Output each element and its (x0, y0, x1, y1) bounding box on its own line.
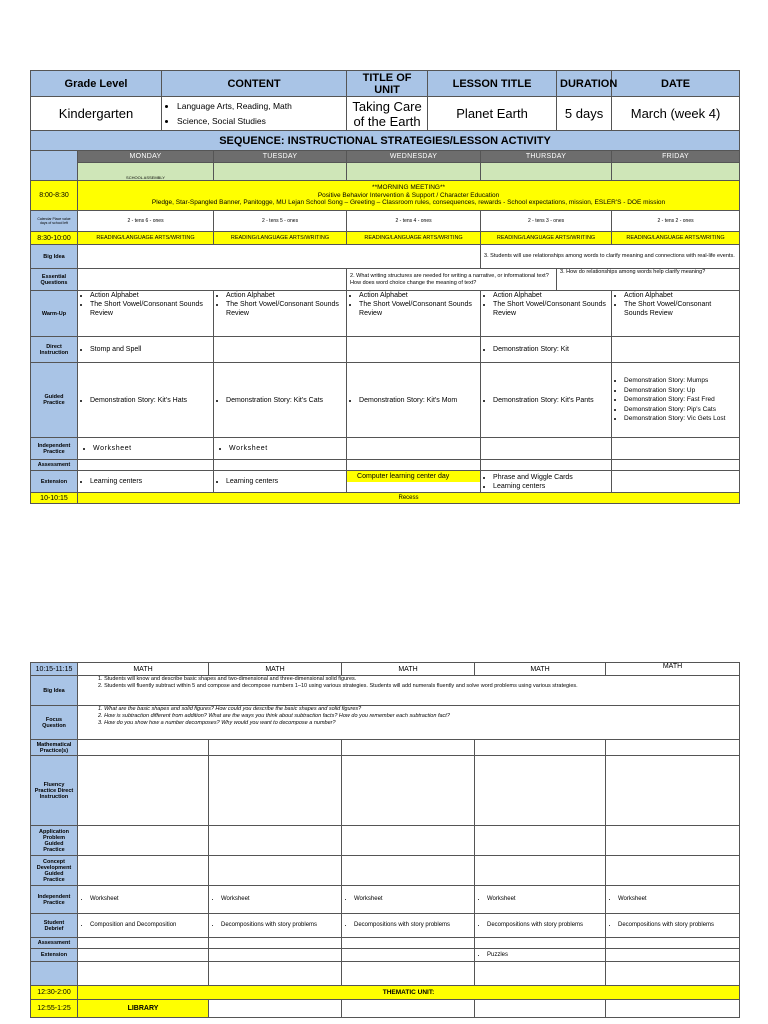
morning-meeting (78, 181, 740, 211)
math-big-idea: 1. Students will know and describe basic shapes and two-dimensional and three-dimensional solid figures. 2. Students will fluently subtract within 5 and compose and decompose numbers 1–10 using various strategies. Students will add numerals fluently and solve word problems using various strategies. (78, 676, 740, 706)
day-header: FRIDAY (612, 151, 740, 163)
student-debrief-label: Student Debrief (31, 914, 78, 938)
unit-title-value: Taking Care of the Earth (347, 97, 428, 131)
direct-instruction-cell: • Stomp and Spell (78, 337, 214, 363)
debrief-cell: • Decompositions with story problems (475, 914, 606, 938)
calendar-cell: 2 - tens 2 - ones (612, 211, 740, 232)
math-time: 10:15-11:15 (31, 663, 78, 676)
guided-practice-cell: • Demonstration Story: Kit's Mom (347, 363, 481, 438)
rla-label: READING/LANGUAGE ARTS/WRITING (214, 232, 347, 245)
debrief-cell: • Decompositions with story problems (209, 914, 342, 938)
math-extension-cell: • Puzzles (475, 949, 606, 962)
calendar-cell: 2 - tens 4 - ones (347, 211, 481, 232)
essential-question-2: 2. What writing structures are needed for writing a narrative, or informational text? How does word choice change the meaning of text? (347, 269, 557, 291)
application-problem-label: Application Problem Guided Practice (31, 826, 78, 856)
essential-question-3: 3. How do relationships among words help clarify meaning? (557, 269, 740, 291)
calendar-cell: 2 - tens 6 - ones (78, 211, 214, 232)
big-idea-text: 3. Students will use relationships among words to clarify meaning and connections with real-life events. (481, 245, 740, 269)
warm-up-cell: • Action Alphabet • The Short Vowel/Consonant Sounds Review (612, 291, 740, 337)
content-value (162, 97, 347, 131)
rla-label: READING/LANGUAGE ARTS/WRITING (347, 232, 481, 245)
thematic-unit-label: THEMATIC UNIT: (78, 986, 740, 1000)
morning-time: 8:00-8:30 (31, 181, 78, 211)
warm-up-label: Warm-Up (31, 291, 78, 337)
grade-level-value: Kindergarten (31, 97, 162, 131)
debrief-cell: • Decompositions with story problems (606, 914, 740, 938)
guided-practice-cell: • Demonstration Story: Kit's Hats (78, 363, 214, 438)
col-grade-level: Grade Level (31, 71, 162, 97)
essential-questions-label: Essential Questions (31, 269, 78, 291)
content-item: • Science, Social Studies (177, 114, 343, 129)
morning-line2: Pledge, Star-Spangled Banner, Panitogge, MU Lejan School Song – Greeting – Classroom rules, consequences, rewards - School expectations, mission, ESLER'S - DOE mission (151, 199, 666, 207)
focus-questions: 1. What are the basic shapes and solid figures? How could you describe the basic shapes and solid figures? 2. How is subtraction different from addition? What are the ways you think about subtraction facts? How do you remember each subtraction fact? 3. How do you show how a number decomposes? Why would you want to decompose a number? (78, 706, 740, 740)
math-day-label: MATH (78, 663, 209, 676)
day-header: MONDAY (78, 151, 214, 163)
recess-time: 10-10:15 (31, 493, 78, 504)
day-header: THURSDAY (481, 151, 612, 163)
focus-question-label: Focus Question (31, 706, 78, 740)
recess-label: Recess (78, 493, 740, 504)
content-item: • Language Arts, Reading, Math (177, 99, 343, 114)
lesson-plan-top-table (30, 70, 740, 504)
math-independent-cell: • Worksheet (606, 886, 740, 914)
math-big-idea-label: Big Idea (31, 676, 78, 706)
math-day-label: MATH (342, 663, 475, 676)
math-independent-cell: • Worksheet (342, 886, 475, 914)
math-independent-cell: • Worksheet (78, 886, 209, 914)
math-day-label: MATH (606, 663, 740, 676)
day-header: TUESDAY (214, 151, 347, 163)
school-assembly: SCHOOL ASSEMBLY (78, 163, 214, 181)
extension-label: Extension (31, 471, 78, 493)
warm-up-cell: • Action Alphabet • The Short Vowel/Consonant Sounds Review (347, 291, 481, 337)
direct-instruction-label: Direct Instruction (31, 337, 78, 363)
rla-label: READING/LANGUAGE ARTS/WRITING (612, 232, 740, 245)
warm-up-cell: • Action Alphabet • The Short Vowel/Consonant Sounds Review (481, 291, 612, 337)
lesson-plan-math-table (30, 662, 740, 1018)
rla-time: 8:30-10:00 (31, 232, 78, 245)
concept-development-label: Concept Development Guided Practice (31, 856, 78, 886)
library-time: 12:55-1:25 (31, 1000, 78, 1018)
extension-cell: • Phrase and Wiggle Cards • Learning centers (481, 471, 612, 493)
guided-practice-label: Guided Practice (31, 363, 78, 438)
extension-cell: • Learning centers (214, 471, 347, 493)
morning-title: **MORNING MEETING** (372, 184, 445, 192)
sequence-title: SEQUENCE: INSTRUCTIONAL STRATEGIES/LESSON ACTIVITY (31, 131, 740, 151)
direct-instruction-cell: • Demonstration Story: Kit (481, 337, 612, 363)
big-idea-label: Big Idea (31, 245, 78, 269)
math-independent-cell: • Worksheet (475, 886, 606, 914)
extension-cell: • Learning centers (78, 471, 214, 493)
duration-value: 5 days (557, 97, 612, 131)
rla-label: READING/LANGUAGE ARTS/WRITING (481, 232, 612, 245)
independent-practice-cell: • Worksheet (214, 438, 347, 460)
col-duration: DURATION (557, 71, 612, 97)
morning-line1: Positive Behavior Intervention & Support / Character Education (317, 191, 500, 199)
debrief-cell: • Composition and Decomposition (78, 914, 209, 938)
calendar-label: Calendar Place value days of school left (31, 211, 78, 232)
math-day-label: MATH (475, 663, 606, 676)
calendar-cell: 2 - tens 3 - ones (481, 211, 612, 232)
assessment-label: Assessment (31, 460, 78, 471)
date-value: March (week 4) (612, 97, 740, 131)
thematic-time: 12:30-2:00 (31, 986, 78, 1000)
col-lesson-title: LESSON TITLE (428, 71, 557, 97)
math-extension-label: Extension (31, 949, 78, 962)
math-independent-label: Independent Practice (31, 886, 78, 914)
col-date: DATE (612, 71, 740, 97)
rla-label: READING/LANGUAGE ARTS/WRITING (78, 232, 214, 245)
guided-practice-cell: • Demonstration Story: Kit's Cats (214, 363, 347, 438)
warm-up-cell: • Action Alphabet • The Short Vowel/Consonant Sounds Review (214, 291, 347, 337)
debrief-cell: • Decompositions with story problems (342, 914, 475, 938)
col-content: CONTENT (162, 71, 347, 97)
independent-practice-cell: • Worksheet (78, 438, 214, 460)
guided-practice-cell: • Demonstration Story: Mumps • Demonstration Story: Up • Demonstration Story: Fast Fred • Demonstration Story: Pip's Cats • Demonstration Story: Vic Gets Lost (612, 363, 740, 438)
calendar-cell: 2 - tens 5 - ones (214, 211, 347, 232)
guided-practice-cell: • Demonstration Story: Kit's Pants (481, 363, 612, 438)
extension-cell: Computer learning center day (347, 471, 481, 493)
library-label: LIBRARY (78, 1000, 209, 1018)
day-header: WEDNESDAY (347, 151, 481, 163)
lesson-title-value: Planet Earth (428, 97, 557, 131)
math-day-label: MATH (209, 663, 342, 676)
math-practice-label: Mathematical Practice(s) (31, 740, 78, 756)
math-assessment-label: Assessment (31, 938, 78, 949)
math-independent-cell: • Worksheet (209, 886, 342, 914)
col-title-of-unit: TITLE OF UNIT (347, 71, 428, 97)
independent-practice-label: Independent Practice (31, 438, 78, 460)
fluency-practice-label: Fluency Practice Direct Instruction (31, 756, 78, 826)
warm-up-cell: • Action Alphabet • The Short Vowel/Consonant Sounds Review (78, 291, 214, 337)
